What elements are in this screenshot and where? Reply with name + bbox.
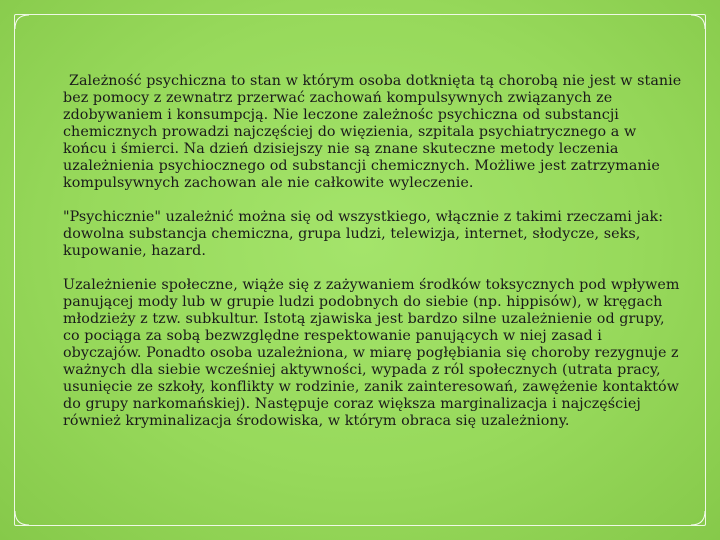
frame-corner-ornament bbox=[665, 485, 705, 525]
slide-text-body bbox=[63, 73, 683, 447]
frame-corner-ornament bbox=[15, 485, 55, 525]
paragraph-psychological-dependence: Zależność psychiczna to stan w którym osoba dotknięta tą chorobą nie jest w stanie bez pomocy z zewnatrz przerwać zachowań kompulsywnych związanych ze zdobywaniem i konsumpcją. Nie leczone zależnośc psychiczna od substancji chemicznych prowadzi najczęściej do więzienia, szpitala psychiatrycznego a w końcu i śmierci. Na dzień dzisiejszy nie są znane skuteczne metody leczenia uzależnienia psychiocznego od substancji chemicznych. Możliwe jest zatrzymanie kompulsywnych zachowan ale nie całkowite wyleczenie. bbox=[63, 73, 682, 191]
frame-corner-ornament bbox=[665, 15, 705, 55]
paragraph-psychological-addiction-examples: "Psychicznie" uzależnić można się od wszystkiego, włącznie z takimi rzeczami jak: dowolna substancja chemiczna, grupa ludzi, telewizja, internet, słodycze, seks, kupowanie, hazard. bbox=[63, 209, 664, 259]
paragraph-social-addiction: Uzależnienie społeczne, wiąże się z zażywaniem środków toksycznych pod wpływem panującej mody lub w grupie ludzi podobnych do siebie (np. hippisów), w kręgach młodzieży z tzw. subkultur. Istotą zjawiska jest bardzo silne uzależnienie od grupy, co pociąga za sobą bezwzględne respektowanie panujących w niej zasad i obyczajów. Ponadto osoba uzależniona, w miarę pogłębiania się choroby rezygnuje z ważnych dla siebie wcześniej aktywności, wypada z ról społecznych (utrata pracy, usunięcie ze szkoły, konflikty w rodzinie, zanik zainteresowań, zawężenie kontaktów do grupy narkomańskiej). Następuje coraz większa marginalizacja i najczęściej również kryminalizacja środowiska, w którym obraca się uzależniony. bbox=[63, 277, 680, 429]
frame-corner-ornament bbox=[15, 15, 55, 55]
